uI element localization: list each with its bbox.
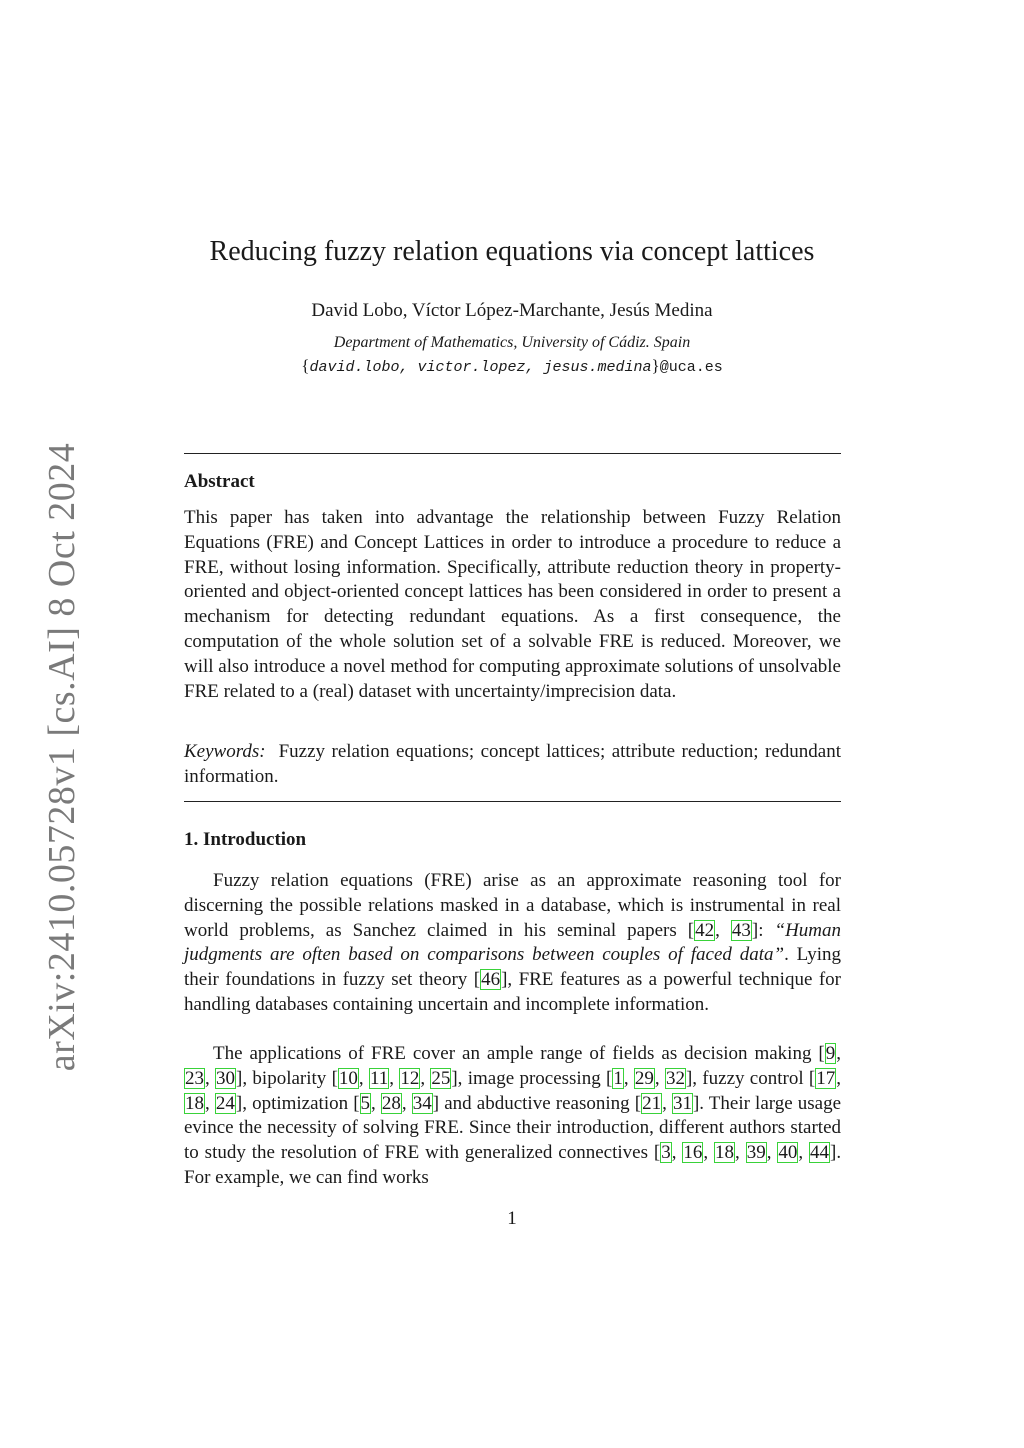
citation-link[interactable]: 16	[683, 1142, 703, 1164]
text-run: The applications of FRE cover an ample range of fields as decision making	[213, 1043, 819, 1064]
text-run: ], image processing	[451, 1067, 607, 1089]
text-run: ], fuzzy control	[685, 1067, 809, 1089]
citation-link[interactable]: 44	[810, 1142, 829, 1164]
citation-link[interactable]: 29	[634, 1067, 654, 1089]
text-run: ], optimization	[235, 1092, 354, 1114]
text-run: . Lying their foundations in fuzzy set theory	[184, 944, 841, 991]
citation-link[interactable]: 30	[216, 1067, 236, 1089]
page-number: 1	[507, 1208, 517, 1229]
citation-link[interactable]: 21	[642, 1092, 662, 1114]
email-domain: @uca.es	[659, 359, 723, 376]
section-heading-introduction: 1. Introduction	[184, 829, 307, 850]
text-run: ]. For example, we can find works	[184, 1142, 842, 1188]
affiliation: Department of Mathematics, University of Cádiz. Spain	[333, 334, 691, 351]
keywords	[184, 740, 841, 790]
author-list: David Lobo, Víctor López-Marchante, Jesús Medina	[311, 300, 713, 321]
citation-link[interactable]: 42	[695, 919, 715, 941]
text-run: Fuzzy relation equations (FRE) arise as an approximate reasoning tool for discerning the possible relations masked in a database, which is instrumental in real world problems, as Sanchez claimed in his seminal papers	[184, 870, 841, 941]
citation-link[interactable]: 31	[672, 1092, 692, 1114]
text-run: ]. Their large usage evince the necessity of solving FRE. Since their introduction, different authors started to study the resolution of FRE with generalized connectives	[184, 1092, 842, 1164]
text-run: ] and abductive reasoning	[432, 1092, 635, 1114]
text-run: ,	[715, 919, 731, 941]
abstract-heading: Abstract	[184, 471, 255, 492]
abstract-top-rule	[184, 453, 841, 454]
citation-link[interactable]: 17	[816, 1067, 836, 1089]
citation-link[interactable]: 23	[185, 1067, 204, 1089]
intro-paragraph-2: The applications of FRE cover an ample range of fields as decision making [9, 23, 30], bipolarity [10, 11, 12, 25], image processing [1, 29, 32], fuzzy control [17, 18, 24], optimization [5, 28, 34] and abductive reasoning [21, 31]. Their large usage evince the necessity of solving FRE. Since their introduction, different authors started to study the resolution of FRE with generalized connectives [3, 16, 18, 39, 40, 44]. For example, we can find works	[184, 1043, 842, 1188]
citation-link[interactable]: 24	[215, 1092, 235, 1114]
citation-link[interactable]: 18	[185, 1092, 204, 1114]
email-brace-close: }	[651, 356, 660, 375]
citation-link[interactable]: 11	[369, 1067, 389, 1089]
citation-link[interactable]: 5	[360, 1092, 371, 1114]
arxiv-identifier-stamp[interactable]: arXiv:2410.05728v1 [cs.AI] 8 Oct 2024	[41, 442, 83, 1072]
keywords-label: Keywords:	[184, 741, 266, 762]
citation-link[interactable]: 12	[400, 1067, 420, 1089]
text-run: ]:	[751, 919, 775, 941]
email-brace-open: {	[301, 356, 310, 375]
author-emails[interactable]	[0, 356, 1024, 376]
paper-title: Reducing fuzzy relation equations via concept lattices	[209, 236, 815, 267]
citation-link[interactable]: 43	[731, 919, 751, 941]
citation-link[interactable]: 34	[412, 1092, 432, 1114]
citation-link[interactable]: 18	[715, 1142, 735, 1164]
citation-link[interactable]: 9	[825, 1043, 836, 1064]
intro-paragraph-1: Fuzzy relation equations (FRE) arise as an approximate reasoning tool for discerning the possible relations masked in a database, which is instrumental in real world problems, as Sanchez claimed in his seminal papers [42, 43]: “Human judgments are often based on comparisons between couples of faced data”. Lying their foundations in fuzzy set theory [46], FRE features as a powerful technique for handling databases containing uncertain and incomplete information.	[184, 870, 842, 1015]
text-run: ], FRE features as a powerful technique for handling databases containing uncertain and incomplete information.	[184, 969, 841, 1015]
citation-link[interactable]: 39	[746, 1142, 766, 1164]
keywords-list: Fuzzy relation equations; concept lattices; attribute reduction; redundant information.	[184, 741, 841, 787]
citation-link[interactable]: 3	[661, 1142, 671, 1164]
text-run: ], bipolarity	[236, 1067, 332, 1089]
citation-link[interactable]: 46	[481, 969, 501, 991]
abstract-body: This paper has taken into advantage the relationship between Fuzzy Relation Equations (FRE) and Concept Lattices in order to introduce a procedure to reduce a FRE, without losing information. Specifically, attribute reduction theory in property-oriented and object-oriented concept lattices has been considered in order to present a mechanism for detecting redundant equations. As a first consequence, the computation of the whole solution set of a solvable FRE is reduced. Moreover, we will also introduce a novel method for computing approximate solutions of unsolvable FRE related to a (real) dataset with uncertainty/imprecision data.	[184, 507, 841, 702]
citation-link[interactable]: 32	[665, 1067, 685, 1089]
citation-link[interactable]: 25	[431, 1067, 451, 1089]
citation-link[interactable]: 10	[338, 1067, 358, 1089]
sanchez-quote: “Human judgments are often based on comparisons between couples of faced data”	[184, 919, 842, 966]
citation-link[interactable]: 1	[613, 1067, 623, 1089]
citation-link[interactable]: 40	[778, 1142, 798, 1164]
abstract-bottom-rule	[184, 801, 841, 802]
email-usernames: david.lobo, victor.lopez, jesus.medina	[309, 359, 652, 376]
citation-link[interactable]: 28	[381, 1092, 401, 1114]
